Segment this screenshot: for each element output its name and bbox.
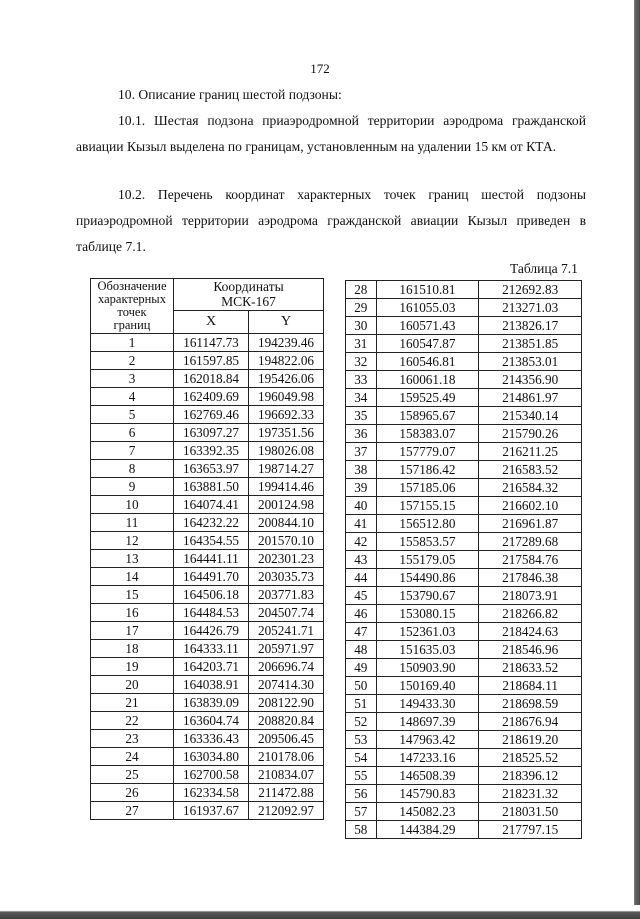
x-value: 144384.29 (376, 821, 479, 839)
point-number: 37 (346, 443, 377, 461)
x-value: 160571.43 (376, 317, 479, 335)
point-number: 32 (346, 353, 377, 371)
y-column-header: Y (249, 310, 324, 333)
y-value: 202301.23 (249, 550, 324, 568)
point-number: 29 (346, 299, 377, 317)
x-value: 164506.18 (174, 586, 249, 604)
table-row (91, 658, 324, 676)
x-value: 157185.06 (376, 479, 479, 497)
coordinates-header (174, 279, 324, 311)
x-value: 148697.39 (376, 713, 479, 731)
point-number: 2 (91, 352, 174, 370)
x-value: 157779.07 (376, 443, 479, 461)
point-number: 57 (346, 803, 377, 821)
table-row (91, 514, 324, 532)
x-value: 163392.35 (174, 442, 249, 460)
table-row (91, 676, 324, 694)
y-value: 209506.45 (249, 730, 324, 748)
y-value: 205971.97 (249, 640, 324, 658)
y-value: 197351.56 (249, 424, 324, 442)
y-value: 218424.63 (479, 623, 582, 641)
y-value: 203771.83 (249, 586, 324, 604)
point-number: 9 (91, 478, 174, 496)
x-value: 162334.58 (174, 784, 249, 802)
x-value: 153790.67 (376, 587, 479, 605)
point-number: 26 (91, 784, 174, 802)
point-number: 49 (346, 659, 377, 677)
table-row (346, 569, 582, 587)
x-value: 161055.03 (376, 299, 479, 317)
point-number: 28 (346, 281, 377, 299)
table-row (346, 533, 582, 551)
y-value: 216602.10 (479, 497, 582, 515)
y-value: 210834.07 (249, 766, 324, 784)
point-label-header (91, 279, 174, 334)
x-value: 161147.73 (174, 334, 249, 352)
x-value: 145790.83 (376, 785, 479, 803)
x-value: 163604.74 (174, 712, 249, 730)
x-value: 163653.97 (174, 460, 249, 478)
table-row (91, 352, 324, 370)
point-number: 43 (346, 551, 377, 569)
point-number: 47 (346, 623, 377, 641)
coordinates-table-right (345, 280, 582, 839)
table-row (346, 677, 582, 695)
table-row (346, 479, 582, 497)
y-value: 205241.71 (249, 622, 324, 640)
point-number: 14 (91, 568, 174, 586)
table-row (91, 784, 324, 802)
table-row (346, 749, 582, 767)
table-row (91, 640, 324, 658)
point-number: 19 (91, 658, 174, 676)
table-row (346, 803, 582, 821)
table-row (346, 821, 582, 839)
x-value: 164354.55 (174, 532, 249, 550)
x-value: 151635.03 (376, 641, 479, 659)
paragraph-10-1: 10.1. Шестая подзона приаэродромной территории аэродрома гражданской авиации Кызыл выделена по границам, установленным на удалении 15 км от КТА. (76, 113, 586, 154)
table-row (91, 496, 324, 514)
y-value: 203035.73 (249, 568, 324, 586)
y-value: 194822.06 (249, 352, 324, 370)
point-number: 50 (346, 677, 377, 695)
point-number: 55 (346, 767, 377, 785)
table-row (346, 281, 582, 299)
y-value: 217797.15 (479, 821, 582, 839)
table-row (346, 551, 582, 569)
table-row (346, 299, 582, 317)
x-value: 147963.42 (376, 731, 479, 749)
point-number: 36 (346, 425, 377, 443)
x-value: 158383.07 (376, 425, 479, 443)
point-number: 54 (346, 749, 377, 767)
point-number: 7 (91, 442, 174, 460)
y-value: 215340.14 (479, 407, 582, 425)
point-number: 20 (91, 676, 174, 694)
x-column-header: X (174, 310, 249, 333)
table-row (91, 460, 324, 478)
x-value: 150169.40 (376, 677, 479, 695)
table-row (91, 604, 324, 622)
scan-edge-bottom (0, 905, 640, 919)
y-value: 218073.91 (479, 587, 582, 605)
y-value: 208820.84 (249, 712, 324, 730)
point-number: 13 (91, 550, 174, 568)
x-value: 157155.15 (376, 497, 479, 515)
table-caption: Таблица 7.1 (510, 261, 578, 276)
table-row (91, 334, 324, 352)
y-value: 218676.94 (479, 713, 582, 731)
y-value: 218396.12 (479, 767, 582, 785)
table-row (91, 442, 324, 460)
point-number: 30 (346, 317, 377, 335)
table-row (91, 748, 324, 766)
table-row (91, 550, 324, 568)
y-value: 210178.06 (249, 748, 324, 766)
x-value: 164074.41 (174, 496, 249, 514)
point-number: 38 (346, 461, 377, 479)
x-value: 160547.87 (376, 335, 479, 353)
point-number: 51 (346, 695, 377, 713)
table-row (346, 317, 582, 335)
y-value: 196692.33 (249, 406, 324, 424)
table-row (346, 371, 582, 389)
x-value: 147233.16 (376, 749, 479, 767)
y-value: 212092.97 (249, 802, 324, 820)
point-number: 25 (91, 766, 174, 784)
point-number: 44 (346, 569, 377, 587)
point-number: 46 (346, 605, 377, 623)
x-value: 163034.80 (174, 748, 249, 766)
table-row (91, 370, 324, 388)
y-value: 204507.74 (249, 604, 324, 622)
y-value: 206696.74 (249, 658, 324, 676)
point-number: 4 (91, 388, 174, 406)
point-number: 5 (91, 406, 174, 424)
page-number: 172 (310, 61, 330, 76)
y-value: 218633.52 (479, 659, 582, 677)
y-value: 208122.90 (249, 694, 324, 712)
x-value: 152361.03 (376, 623, 479, 641)
y-value: 195426.06 (249, 370, 324, 388)
table-left-body (91, 334, 324, 820)
table-row (346, 497, 582, 515)
table-row (91, 802, 324, 820)
paragraph-10-2: 10.2. Перечень координат характерных точек границ шестой подзоны приаэродромной территории аэродрома гражданской авиации Кызыл приведен в таблице 7.1. (76, 187, 586, 254)
x-value: 163097.27 (174, 424, 249, 442)
y-value: 213851.85 (479, 335, 582, 353)
table-row (346, 605, 582, 623)
y-value: 200844.10 (249, 514, 324, 532)
point-number: 56 (346, 785, 377, 803)
point-number: 40 (346, 497, 377, 515)
point-number: 39 (346, 479, 377, 497)
table-row (346, 767, 582, 785)
y-value: 214861.97 (479, 389, 582, 407)
table-row (91, 406, 324, 424)
y-value: 216584.32 (479, 479, 582, 497)
x-value: 164441.11 (174, 550, 249, 568)
x-value: 155853.57 (376, 533, 479, 551)
point-number: 45 (346, 587, 377, 605)
y-value: 213271.03 (479, 299, 582, 317)
point-number: 18 (91, 640, 174, 658)
x-value: 164484.53 (174, 604, 249, 622)
x-value: 153080.15 (376, 605, 479, 623)
y-value: 218525.52 (479, 749, 582, 767)
point-number: 24 (91, 748, 174, 766)
x-value: 158965.67 (376, 407, 479, 425)
x-value: 145082.23 (376, 803, 479, 821)
y-value: 213853.01 (479, 353, 582, 371)
table-row (91, 568, 324, 586)
y-value: 212692.83 (479, 281, 582, 299)
table-row (346, 407, 582, 425)
table-row (91, 424, 324, 442)
y-value: 207414.30 (249, 676, 324, 694)
table-row (91, 586, 324, 604)
x-value: 162018.84 (174, 370, 249, 388)
x-value: 164203.71 (174, 658, 249, 676)
point-number: 58 (346, 821, 377, 839)
table-row (91, 712, 324, 730)
point-number: 16 (91, 604, 174, 622)
x-value: 164426.79 (174, 622, 249, 640)
point-number: 41 (346, 515, 377, 533)
x-value: 164333.11 (174, 640, 249, 658)
point-number: 6 (91, 424, 174, 442)
y-value: 194239.46 (249, 334, 324, 352)
y-value: 218684.11 (479, 677, 582, 695)
point-number: 31 (346, 335, 377, 353)
y-value: 217584.76 (479, 551, 582, 569)
y-value: 218266.82 (479, 605, 582, 623)
point-number: 8 (91, 460, 174, 478)
point-number: 11 (91, 514, 174, 532)
table-row (346, 461, 582, 479)
point-number: 52 (346, 713, 377, 731)
x-value: 160061.18 (376, 371, 479, 389)
coordinates-header-line: Координаты (213, 279, 284, 295)
x-value: 164491.70 (174, 568, 249, 586)
point-number: 1 (91, 334, 174, 352)
coordinates-header-line: МСК-167 (221, 294, 276, 310)
table-row (91, 622, 324, 640)
x-value: 149433.30 (376, 695, 479, 713)
x-value: 146508.39 (376, 767, 479, 785)
x-value: 164038.91 (174, 676, 249, 694)
y-value: 218698.59 (479, 695, 582, 713)
y-value: 213826.17 (479, 317, 582, 335)
point-number: 21 (91, 694, 174, 712)
x-value: 160546.81 (376, 353, 479, 371)
table-row (346, 659, 582, 677)
x-value: 162700.58 (174, 766, 249, 784)
x-value: 155179.05 (376, 551, 479, 569)
y-value: 196049.98 (249, 388, 324, 406)
table-row (91, 388, 324, 406)
coordinates-table-left (90, 278, 324, 820)
x-value: 162769.46 (174, 406, 249, 424)
x-value: 161510.81 (376, 281, 479, 299)
x-value: 163336.43 (174, 730, 249, 748)
point-number: 23 (91, 730, 174, 748)
table-right-body (346, 281, 582, 839)
x-value: 157186.42 (376, 461, 479, 479)
y-value: 216583.52 (479, 461, 582, 479)
x-value: 164232.22 (174, 514, 249, 532)
point-number: 33 (346, 371, 377, 389)
y-value: 216961.87 (479, 515, 582, 533)
scan-edge-right (626, 0, 640, 919)
y-value: 214356.90 (479, 371, 582, 389)
point-label-line: характерных (98, 292, 166, 306)
table-row (346, 515, 582, 533)
x-value: 162409.69 (174, 388, 249, 406)
y-value: 216211.25 (479, 443, 582, 461)
point-number: 35 (346, 407, 377, 425)
table-row (91, 478, 324, 496)
x-value: 156512.80 (376, 515, 479, 533)
point-number: 3 (91, 370, 174, 388)
point-number: 10 (91, 496, 174, 514)
y-value: 198714.27 (249, 460, 324, 478)
table-row (91, 766, 324, 784)
point-label-line: Обозначение (97, 279, 167, 293)
y-value: 199414.46 (249, 478, 324, 496)
table-row (346, 695, 582, 713)
table-row (346, 587, 582, 605)
table-row (346, 389, 582, 407)
y-value: 218546.96 (479, 641, 582, 659)
point-label-line: точек (117, 305, 147, 319)
table-row (346, 785, 582, 803)
y-value: 200124.98 (249, 496, 324, 514)
point-number: 53 (346, 731, 377, 749)
point-label-line: границ (113, 318, 151, 332)
table-row (346, 713, 582, 731)
table-row (346, 731, 582, 749)
y-value: 218031.50 (479, 803, 582, 821)
table-row (346, 425, 582, 443)
point-number: 34 (346, 389, 377, 407)
x-value: 161597.85 (174, 352, 249, 370)
table-row (346, 335, 582, 353)
x-value: 163839.09 (174, 694, 249, 712)
y-value: 201570.10 (249, 532, 324, 550)
y-value: 215790.26 (479, 425, 582, 443)
y-value: 211472.88 (249, 784, 324, 802)
point-number: 12 (91, 532, 174, 550)
table-row (91, 532, 324, 550)
y-value: 218231.32 (479, 785, 582, 803)
point-number: 27 (91, 802, 174, 820)
point-number: 42 (346, 533, 377, 551)
table-row (346, 443, 582, 461)
x-value: 163881.50 (174, 478, 249, 496)
table-row (91, 694, 324, 712)
point-number: 22 (91, 712, 174, 730)
y-value: 217846.38 (479, 569, 582, 587)
x-value: 154490.86 (376, 569, 479, 587)
x-value: 150903.90 (376, 659, 479, 677)
point-number: 17 (91, 622, 174, 640)
point-number: 48 (346, 641, 377, 659)
point-number: 15 (91, 586, 174, 604)
section-heading: 10. Описание границ шестой подзоны: (118, 87, 342, 102)
y-value: 217289.68 (479, 533, 582, 551)
x-value: 161937.67 (174, 802, 249, 820)
table-row (346, 623, 582, 641)
y-value: 198026.08 (249, 442, 324, 460)
x-value: 159525.49 (376, 389, 479, 407)
y-value: 218619.20 (479, 731, 582, 749)
table-row (346, 641, 582, 659)
table-row (346, 353, 582, 371)
table-row (91, 730, 324, 748)
